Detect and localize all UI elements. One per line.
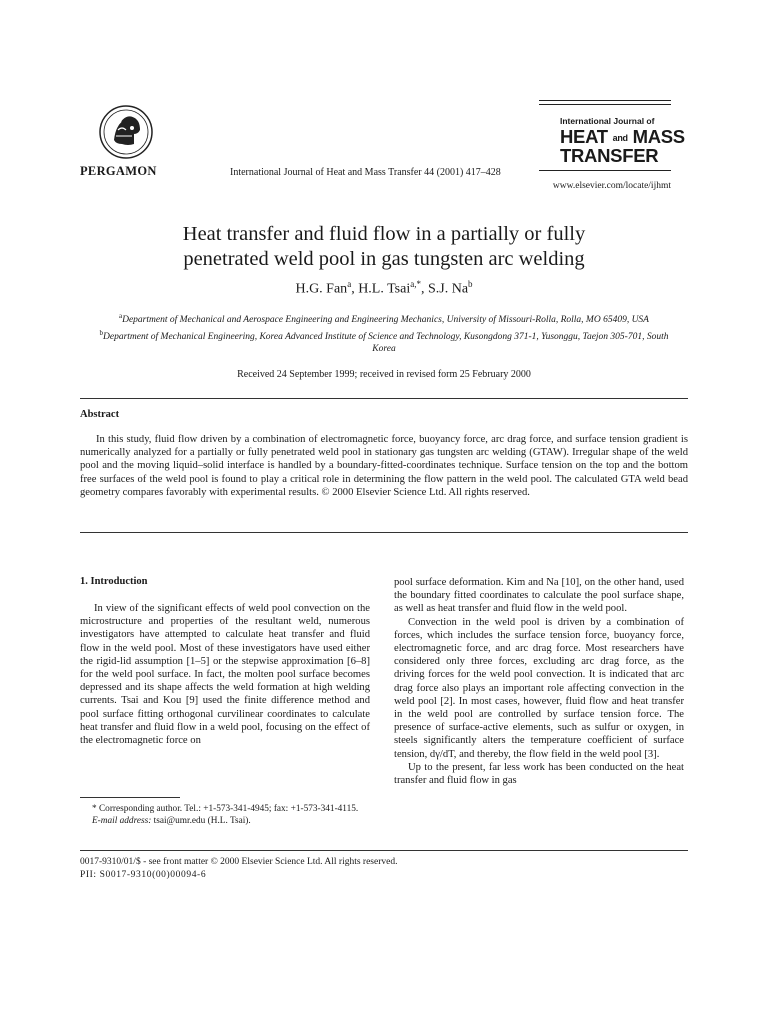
journal-heat: HEAT [560,126,608,147]
author-1-affil: a [347,279,352,289]
journal-citation: International Journal of Heat and Mass Transfer 44 (2001) 417–428 [230,167,501,178]
section-heading-introduction: 1. Introduction [80,576,148,587]
author-2: H.L. Tsai [358,281,411,297]
journal-and: and [612,133,628,143]
publisher-name: PERGAMON [80,164,157,178]
footer-info [80,856,397,881]
footnote [80,803,370,827]
abstract-text: In this study, fluid flow driven by a combination of electromagnetic force, buoyancy force, arc drag force, and surface tension gradient is numerically analyzed for a partially or fully penetrated weld pool in stationary gas tungsten arc welding (GTAW). Irregular shape of the weld pool and the moving liquid–solid interface is handled by a boundary-fitted-coordinates technique. Surface tension on the top and the bottom free surfaces of the weld pool is found to play a critical role in determining the flow pattern in the weld pool. The calculated GTA weld bead geometry compares favorably with experimental results. © 2000 Elsevier Science Ltd. All rights reserved. [80,434,688,498]
author-list: H.G. Fan$^a$, H.L. Tsai$^{a,*}$, S.J. Na$^b$ [295,279,473,297]
pii-line: PII: S0017-9310(00)00094-6 [80,869,207,880]
author-3-affil: b [468,279,473,289]
received-dates: Received 24 September 1999; received in revised form 25 February 2000 [237,369,531,380]
abstract-top-rule [80,398,688,399]
affiliation-b [90,327,678,356]
title-line-2: penetrated weld pool in gas tungsten arc welding [183,248,585,270]
right-column [394,576,684,787]
affiliation-a [90,310,678,327]
affiliations [90,310,678,356]
journal-transfer: TRANSFER [560,145,659,166]
journal-mass: MASS [632,126,685,147]
affiliation-a-marker: a [118,312,123,320]
intro-paragraph-3: Up to the present, far less work has been conducted on the heat transfer and fluid flow in gas [394,761,684,787]
intro-paragraph-1: In view of the significant effects of weld pool convection on the microstructure and properties of the resultant weld, numerous investigators have attempted to calculate heat transfer and fluid flow in the weld pool. Most of these investigators have used either the rigid-lid assumption [1–5] or the stepwise approximation [6–8] for the weld pool surface. In fact, the molten pool surface becomes depressed and its shape affects the weld formation at high welding currents. Tsai and Kou [9] used the finite difference method and pool surface fitting orthogonal curvilinear coordinates to calculate heat transfer and fluid flow in a weld pool, focusing on the effect of the electromagnetic force on [80,603,370,747]
footnote-email[interactable]: tsai@umr.edu (H.L. Tsai). [153,816,251,826]
abstract-heading: Abstract [80,409,120,420]
intro-paragraph-continued: pool surface deformation. Kim and Na [10], on the other hand, used the boundary fitted coordinates to calculate the pool surface shape, as well as heat transfer and fluid flow in the weld pool. [394,577,684,615]
journal-masthead-title [560,128,685,164]
journal-masthead-small: International Journal of [560,116,655,126]
affiliation-a-text: Department of Mechanical and Aerospace Engineering and Engineering Mechanics, University of Missouri-Rolla, Rolla, MO 65409, USA [122,315,649,326]
author-1: H.G. Fan [295,281,348,297]
abstract-bottom-rule [80,532,688,533]
author-2-affil: a,* [410,279,421,289]
affiliation-b-marker: b [99,328,104,337]
copyright-line: 0017-9310/01/$ - see front matter © 2000 Elsevier Science Ltd. All rights reserved. [80,857,398,867]
left-column [80,602,370,747]
author-3: S.J. Na [427,281,469,297]
journal-url[interactable]: www.elsevier.com/locate/ijhmt [552,181,671,191]
footnote-corresponding: * Corresponding author. Tel.: +1-573-341-4945; fax: +1-573-341-4115. [92,804,359,814]
footnote-rule [80,797,180,798]
masthead-bottom-rule [539,170,671,171]
article-title [80,222,688,272]
journal-masthead-rules [539,100,671,108]
affiliation-b-text: Department of Mechanical Engineering, Korea Advanced Institute of Science and Technology, Kusongdong 371-1, Yusonggu, Taejon 305-701, South Korea [103,331,669,355]
footnote-email-label: E-mail address: [92,816,152,826]
pergamon-logo [94,100,158,164]
intro-paragraph-2: Convection in the weld pool is driven by a combination of forces, which includes the surface tension force, buoyancy force, electromagnetic force, and arc drag force. Most researchers have considered only three forces, excluding arc drag force, as the driving forces for the weld pool convection. It is indicated that arc drag force also plays an important role affecting convection in the weld pool [2]. In most cases, however, fluid flow and heat transfer in the weld pool are controlled by surface tension force. The presence of surface-active elements, such as sulfur or oxygen, in steels significantly alters the temperature coefficient of surface tension, dγ/dT, and thereby, the flow field in the weld pool [3]. [394,616,684,760]
footer-rule [80,850,688,851]
title-line-1: Heat transfer and fluid flow in a partially or fully [182,223,586,245]
